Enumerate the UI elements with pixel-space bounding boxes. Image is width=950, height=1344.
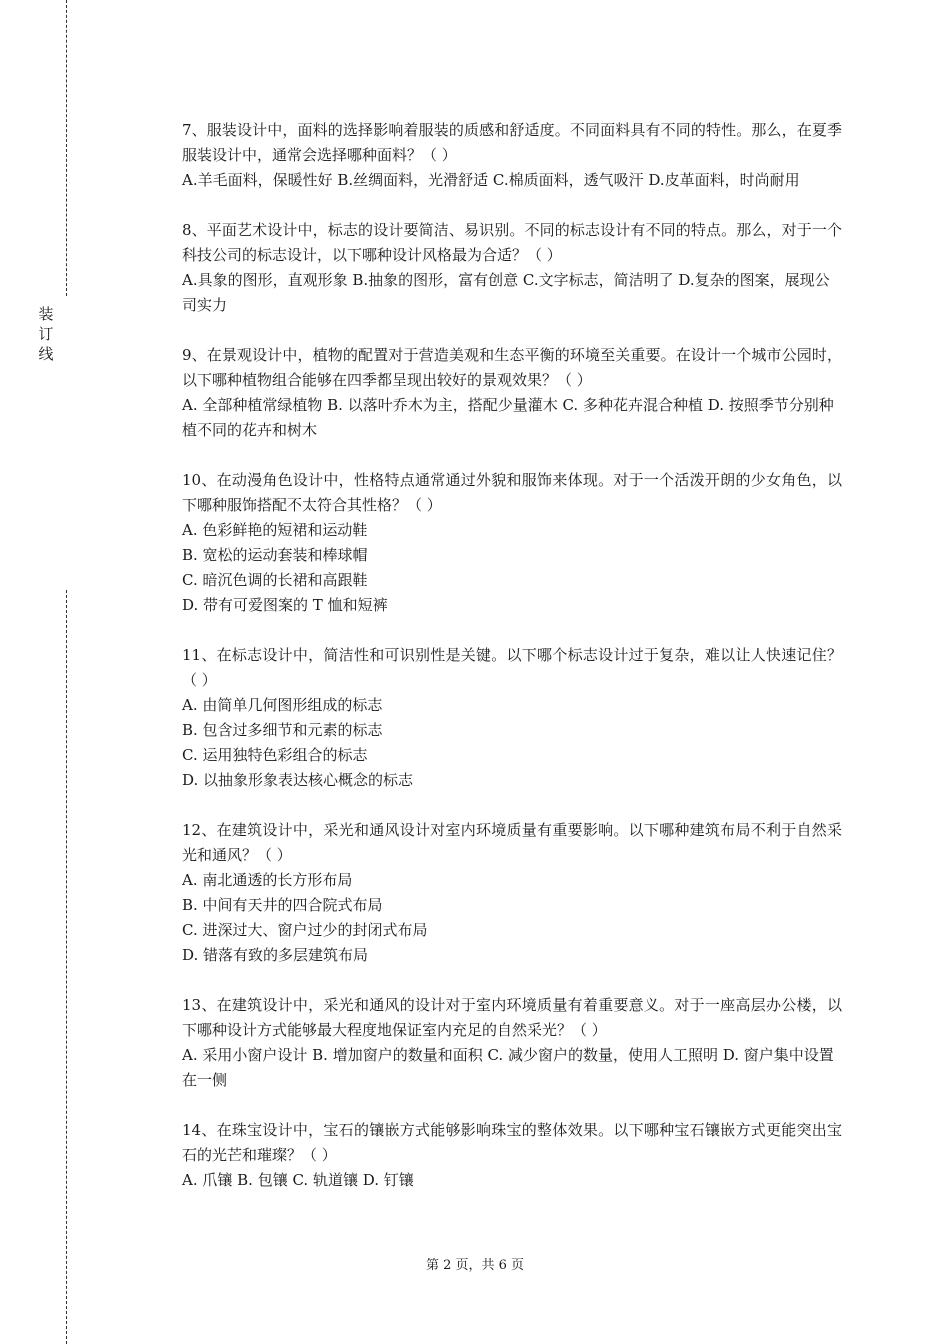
question-options xyxy=(182,868,842,968)
question-options xyxy=(182,393,842,443)
question-options xyxy=(182,268,842,318)
question-text: 9、在景观设计中，植物的配置对于营造美观和生态平衡的环境至关重要。在设计一个城市公园时，以下哪种植物组合能够在四季都呈现出较好的景观效果？（ ） xyxy=(182,346,842,389)
option-line: A.具象的图形，直观形象 B.抽象的图形，富有创意 C.文字标志，简洁明了 D.复杂的图案，展现公司实力 xyxy=(182,271,830,314)
option-line: A. 全部种植常绿植物 B. 以落叶乔木为主，搭配少量灌木 C. 多种花卉混合种植 D. 按照季节分别种植不同的花卉和树木 xyxy=(182,396,834,439)
option-d: D. 以抽象形象表达核心概念的标志 xyxy=(182,771,414,789)
question-text: 12、在建筑设计中，采光和通风设计对室内环境质量有重要影响。以下哪种建筑布局不利于自然采光和通风？（ ） xyxy=(182,821,842,864)
question-options xyxy=(182,518,842,618)
option-a: A. 南北通透的长方形布局 xyxy=(182,871,353,889)
question-text: 11、在标志设计中，简洁性和可识别性是关键。以下哪个标志设计过于复杂，难以让人快速记住？（ ） xyxy=(182,646,842,689)
question-options xyxy=(182,1168,842,1193)
option-line: A. 采用小窗户设计 B. 增加窗户的数量和面积 C. 减少窗户的数量，使用人工照明 D. 窗户集中设置在一侧 xyxy=(182,1046,834,1089)
option-a: A. 色彩鲜艳的短裙和运动鞋 xyxy=(182,521,368,539)
question-options xyxy=(182,1043,842,1093)
question-options xyxy=(182,168,842,193)
option-b: B. 宽松的运动套装和棒球帽 xyxy=(182,546,368,564)
binding-char: 订 xyxy=(38,325,54,343)
option-line: A. 爪镶 B. 包镶 C. 轨道镶 D. 钉镶 xyxy=(182,1171,414,1189)
question-10 xyxy=(182,468,842,618)
binding-dashed-line-bottom xyxy=(66,590,67,1344)
binding-char: 装 xyxy=(38,305,54,323)
option-line: A.羊毛面料，保暖性好 B.丝绸面料，光滑舒适 C.棉质面料，透气吸汗 D.皮革面料，时尚耐用 xyxy=(182,171,800,189)
option-d: D. 带有可爱图案的 T 恤和短裤 xyxy=(182,596,388,614)
question-text: 14、在珠宝设计中，宝石的镶嵌方式能够影响珠宝的整体效果。以下哪种宝石镶嵌方式更能突出宝石的光芒和璀璨？（ ） xyxy=(182,1121,842,1164)
question-8 xyxy=(182,218,842,318)
option-b: B. 中间有天井的四合院式布局 xyxy=(182,896,383,914)
option-b: B. 包含过多细节和元素的标志 xyxy=(182,721,383,739)
question-9 xyxy=(182,343,842,443)
option-c: C. 运用独特色彩组合的标志 xyxy=(182,746,368,764)
question-7 xyxy=(182,118,842,193)
question-text: 13、在建筑设计中，采光和通风的设计对于室内环境质量有着重要意义。对于一座高层办公楼，以下哪种设计方式能够最大程度地保证室内充足的自然采光？（ ） xyxy=(182,996,842,1039)
question-text: 10、在动漫角色设计中，性格特点通常通过外貌和服饰来体现。对于一个活泼开朗的少女角色，以下哪种服饰搭配不太符合其性格？（ ） xyxy=(182,471,842,514)
question-options xyxy=(182,693,842,793)
question-text: 8、平面艺术设计中，标志的设计要简洁、易识别。不同的标志设计有不同的特点。那么，对于一个科技公司的标志设计，以下哪种设计风格最为合适？（ ） xyxy=(182,221,842,264)
question-14 xyxy=(182,1118,842,1193)
option-a: A. 由简单几何图形组成的标志 xyxy=(182,696,383,714)
question-12 xyxy=(182,818,842,968)
option-c: C. 进深过大、窗户过少的封闭式布局 xyxy=(182,921,428,939)
question-13 xyxy=(182,993,842,1093)
page-number: 第 2 页，共 6 页 xyxy=(425,1258,525,1273)
binding-char: 线 xyxy=(38,345,54,363)
question-list xyxy=(182,118,842,1218)
option-d: D. 错落有致的多层建筑布局 xyxy=(182,946,369,964)
option-c: C. 暗沉色调的长裙和高跟鞋 xyxy=(182,571,368,589)
binding-dashed-line-top xyxy=(66,0,67,296)
question-text: 7、服装设计中，面料的选择影响着服装的质感和舒适度。不同面料具有不同的特性。那么，在夏季服装设计中，通常会选择哪种面料？（ ） xyxy=(182,121,842,164)
binding-line-label xyxy=(36,304,56,364)
question-11 xyxy=(182,643,842,793)
